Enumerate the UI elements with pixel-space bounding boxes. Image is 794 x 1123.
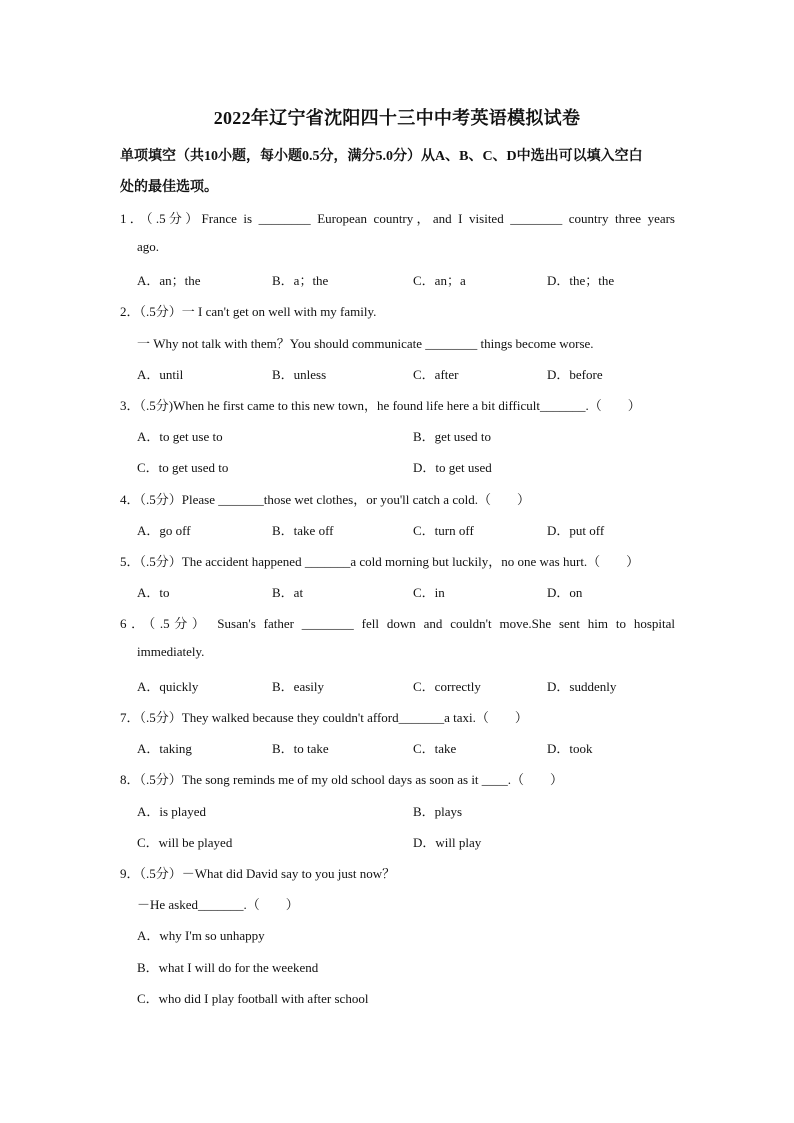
question-8-option-a[interactable]: A．is played [137,804,206,819]
question-1-option-c[interactable]: C．an；a [413,273,466,288]
question-6-stem-cont: immediately. [137,644,205,659]
question-3-option-b[interactable]: B．get used to [413,429,491,444]
question-7-stem: 7．（.5分）They walked because they couldn't afford_______a taxi.（ ） [120,710,528,725]
question-4-option-a[interactable]: A．go off [137,523,191,538]
question-1-option-d[interactable]: D．the；the [547,273,615,288]
question-5-option-b[interactable]: B．at [272,585,304,600]
question-1-stem: 1．（.5分）France is ________ European country，and I visited ________ country three years [120,211,675,226]
question-5-option-a[interactable]: A．to [137,585,170,600]
question-3-option-a[interactable]: A．to get use to [137,429,223,444]
question-6-option-d[interactable]: D．suddenly [547,679,617,694]
question-4-stem: 4．（.5分）Please _______those wet clothes，or you'll catch a cold.（ ） [120,492,530,507]
question-3-stem: 3．（.5分)When he first came to this new town，he found life here a bit difficult_______.（ ） [120,398,641,413]
question-8-option-d[interactable]: D．will play [413,835,482,850]
question-7-option-c[interactable]: C．take [413,741,457,756]
question-9-stem: 9．（.5分）－What did David say to you just now？ [120,866,396,881]
question-7-option-b[interactable]: B．to take [272,741,329,756]
question-6-option-c[interactable]: C．correctly [413,679,481,694]
question-4-option-d[interactable]: D．put off [547,523,605,538]
question-2-option-a[interactable]: A．until [137,367,184,382]
question-2-option-c[interactable]: C．after [413,367,459,382]
question-2-option-b[interactable]: B．unless [272,367,327,382]
question-4-option-b[interactable]: B．take off [272,523,334,538]
question-9-option-c[interactable]: C．who did I play football with after school [137,991,369,1006]
question-5-option-d[interactable]: D．on [547,585,583,600]
section-instruction-line-1: 单项填空（共10小题，每小题0.5分，满分5.0分）从A、B、C、D中选出可以填入空白 [120,149,643,164]
page-title: 2022年辽宁省沈阳四十三中中考英语模拟试卷 [213,108,581,128]
question-1-option-b[interactable]: B．a；the [272,273,329,288]
question-6-stem: 6．（.5分） Susan's father ________ fell down and couldn't move.She sent him to hospital [120,616,675,631]
question-2-stem: 2．（.5分）一 I can't get on well with my family. [120,304,377,319]
question-6-option-b[interactable]: B．easily [272,679,324,694]
section-instruction-line-2: 处的最佳选项。 [120,180,218,195]
question-8-option-b[interactable]: B．plays [413,804,463,819]
question-2-option-d[interactable]: D．before [547,367,603,382]
question-5-stem: 5．（.5分）The accident happened _______a cold morning but luckily，no one was hurt.（ ） [120,554,640,569]
question-3-option-d[interactable]: D．to get used [413,460,492,475]
question-6-option-a[interactable]: A．quickly [137,679,199,694]
question-7-option-a[interactable]: A．taking [137,741,192,756]
question-8-stem: 8．（.5分）The song reminds me of my old school days as soon as it ____.（ ） [120,772,564,787]
question-7-option-d[interactable]: D．took [547,741,593,756]
question-9-option-b[interactable]: B．what I will do for the weekend [137,960,319,975]
question-9-stem-cont: －He asked_______.（ ） [137,897,299,912]
question-2-stem-cont: 一 Why not talk with them？You should communicate ________ things become worse. [137,336,594,351]
question-4-option-c[interactable]: C．turn off [413,523,474,538]
question-5-option-c[interactable]: C．in [413,585,445,600]
question-9-option-a[interactable]: A．why I'm so unhappy [137,928,265,943]
question-8-option-c[interactable]: C．will be played [137,835,233,850]
question-3-option-c[interactable]: C．to get used to [137,460,229,475]
question-1-stem-cont: ago. [137,239,160,254]
question-1-option-a[interactable]: A．an；the [137,273,201,288]
